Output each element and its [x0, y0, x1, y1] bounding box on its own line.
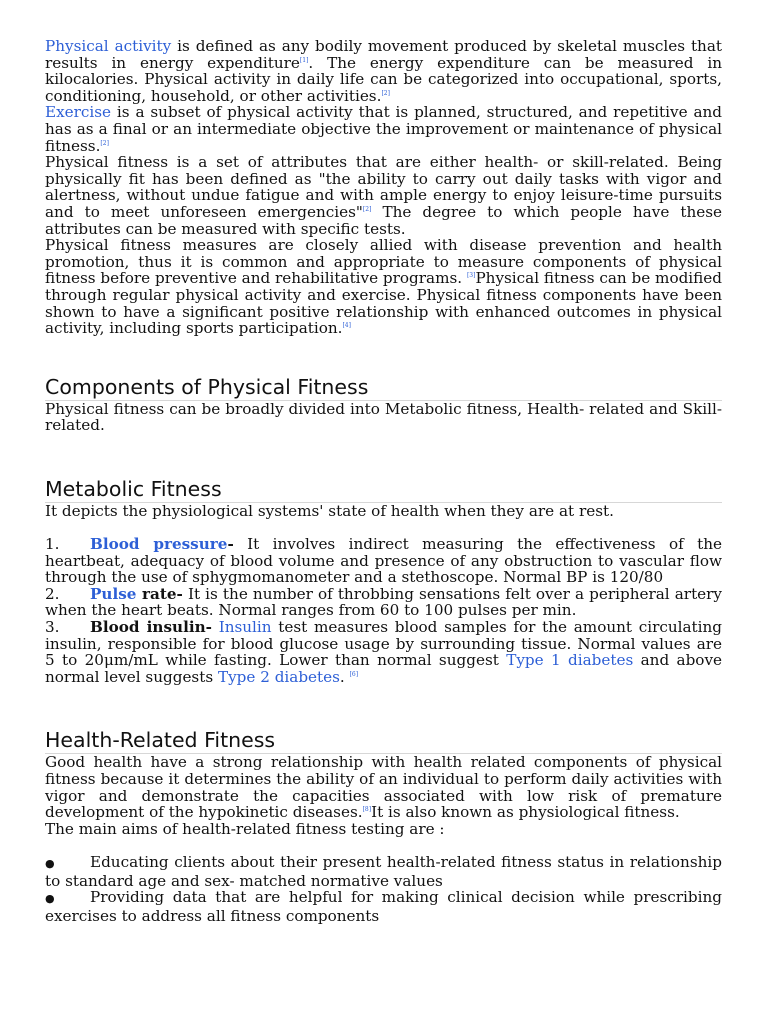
citation-2[interactable]: [2] [381, 89, 390, 97]
health-aims: The main aims of health-related fitness testing are : [45, 819, 445, 838]
citation-6[interactable]: [6] [349, 670, 359, 678]
metabolic-item-blood-pressure: 1. Blood pressure- It involves indirect measuring the effectiveness of the heartbeat, adequacy of blood volume and presence of any obstruction to vascular flow through the use of sphygmomanometer and a stethoscope. Normal BP is 120/80 [45, 535, 722, 587]
intro-paragraph-4: Physical fitness measures are closely allied with disease prevention and health promotion, thus it is common and appropriate to measure components of physical fitness before preventive and rehabilitative programs. [3]Physical fitness can be modified through regular physical activity and exercise. Physical fitness components have been shown to have a significant positive relationship with enhanced outcomes in physical activity, including sports participation.[4] [45, 236, 723, 338]
pulse-link[interactable]: Pulse [90, 584, 137, 603]
citation-2b[interactable]: [2] [100, 139, 109, 147]
blood-pressure-link[interactable]: Blood pressure [90, 535, 228, 554]
spacer [45, 519, 722, 536]
metabolic-item-blood-insulin: 3. Blood insulin- Insulin test measures blood samples for the amount circulating insulin, responsible for blood glucose usage by surrounding tissue. Normal values are 5 to 20μm/mL while fasting. Lower than normal suggest Type 1 diabetes and above normal level suggests Type 2 diabetes. [6] [45, 618, 723, 686]
blood-insulin-label: Blood insulin- [90, 618, 212, 637]
citation-3[interactable]: [3] [466, 272, 476, 280]
citation-2c[interactable]: [2] [362, 205, 372, 213]
citation-1[interactable]: [1] [299, 56, 309, 64]
components-text: Physical fitness can be broadly divided into Metabolic fitness, Health- related and Skill-related. [45, 399, 722, 435]
metabolic-item-pulse-rate: 2. Pulse rate- It is the number of throbbing sensations felt over a peripheral artery when the heart beats. Normal ranges from 60 to 100 pulses per min. [45, 584, 722, 620]
bullet-icon: ● [45, 892, 55, 906]
type-1-diabetes-link[interactable]: Type 1 diabetes [506, 651, 634, 670]
components-heading: Components of Physical Fitness [45, 375, 722, 401]
exercise-link[interactable]: Exercise [45, 103, 112, 122]
intro-paragraph-2: Exercise is a subset of physical activity that is planned, structured, and repetitive and has as a final or an intermediate objective the improvement or maintenance of physical fitness.[2] [45, 103, 722, 155]
bullet-icon: ● [45, 856, 55, 870]
metabolic-text: It depicts the physiological systems' state of health when they are at rest. [45, 501, 614, 520]
physical-activity-link[interactable]: Physical activity [45, 37, 172, 55]
spacer [45, 837, 722, 854]
health-paragraph: Good health have a strong relationship with health related components of physical fitness because it determines the ability of an individual to perform daily activities with vigor and demonstrate the capacities associated with low risk of premature development of the hypokinetic diseases.[8]It is also known as physiological fitness. [45, 753, 722, 822]
health-heading: Health-Related Fitness [45, 728, 722, 754]
type-2-diabetes-link[interactable]: Type 2 diabetes [217, 667, 340, 686]
citation-8[interactable]: [8] [362, 806, 372, 814]
list-item: ● Educating clients about their present health-related fitness status in relationship to standard age and sex- matched normative values [45, 852, 722, 890]
item-number: 1. [45, 535, 60, 554]
insulin-link[interactable]: Insulin [218, 618, 272, 637]
document-page [45, 38, 722, 924]
item-number: 3. [45, 618, 60, 637]
item-number: 2. [45, 584, 60, 603]
intro-paragraph-3: Physical fitness is a set of attributes that are either health- or skill-related. Being physically fit has been defined as "the ability to carry out daily tasks with vigor and alertness, without undue fatigue and with ample energy to enjoy leisure-time pursuits and to meet unforeseen emergencies"[2] The degree to which people have these attributes can be measured with specific tests. [45, 153, 723, 238]
list-item: ● Providing data that are helpful for making clinical decision while prescribing exercises to address all fitness components [45, 888, 722, 925]
citation-4[interactable]: [4] [342, 322, 351, 330]
metabolic-heading: Metabolic Fitness [45, 477, 722, 503]
intro-paragraph-1: Physical activity is defined as any bodily movement produced by skeletal muscles that results in energy expenditure[1]. The energy expenditure can be measured in kilocalories. Physical activity in daily life can be categorized into occupational, sports, conditioning, household, or other activities.[2] [45, 37, 723, 105]
